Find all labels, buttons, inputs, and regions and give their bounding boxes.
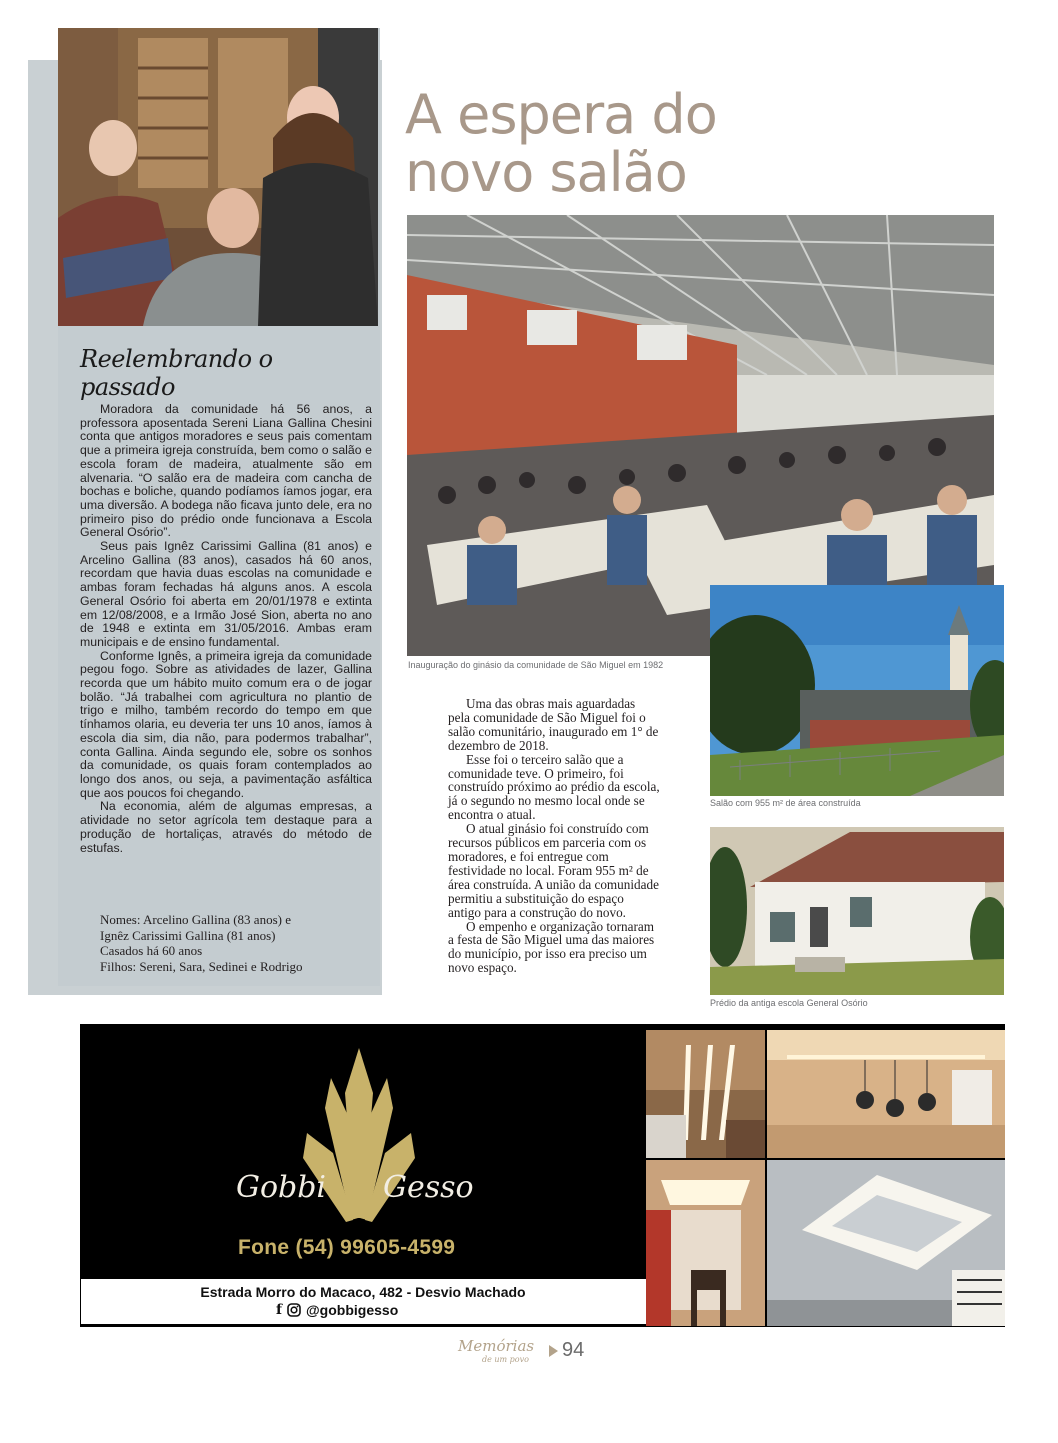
footer-arrow-icon xyxy=(549,1345,558,1357)
article-paragraph: Uma das obras mais aguardadas pela comunidade de São Miguel foi o salão comunitário, inaugurado em 1° de dezembro de 2018. xyxy=(448,696,659,753)
article-body xyxy=(448,697,660,975)
old-school-photo xyxy=(710,827,1004,995)
community-hall-photo xyxy=(710,585,1004,796)
hall-photo-caption: Salão com 955 m² de área construída xyxy=(710,798,861,808)
article-headline xyxy=(405,83,1005,204)
sidebar-paragraph: Conforme Ignês, a primeira igreja da comunidade pegou fogo. Sobre as atividades de lazer, Gallina recorda que um hábito muito comum era o de jogar bolão. “Já trabalhei com agricultura no plantio de trigo e milho, também recordo do tempo em que tínhamos olaria, eu deveria ter uns 10 anos, íamos à escola dia sim, dia não, para podermos trabalhar”, conta Gallina. Ainda segundo ele, sobre os sonhos da comunidade, os quais foram contemplados ao longo dos anos, ou seja, a pavimentação asfáltica que aos poucos foi chegando. xyxy=(80,648,372,800)
sidebar-paragraph: Moradora da comunidade há 56 anos, a professora aposentada Sereni Liana Gallina Chesini conta que antigos moradores e seus pais comentam que a primeira igreja construída, bem como o salão e escola foram de madeira, atualmente são em alvenaria. “O salão era de madeira com cancha de bochas e boliche, quando podíamos íamos jogar, era uma diversão. A bodega não ficava junto dele, era no primeiro piso do prédio onde funcionava a Escola General Osório”. xyxy=(80,402,372,540)
headline-line: A espera do xyxy=(405,83,717,146)
footer-logo-sub: de um povo xyxy=(482,1355,529,1364)
fact-line: Nomes: Arcelino Gallina (83 anos) e xyxy=(100,912,291,927)
sidebar-body xyxy=(80,403,372,855)
ad-brand-name-second: Gesso xyxy=(383,1170,474,1205)
article-paragraph: O atual ginásio foi construído com recursos públicos em parceria com os moradores, e foi entregue com festividade no local. Foram 955 m² de área construída. A união da comunidade permitiu a substituição do espaço antigo para a construção do novo. xyxy=(448,821,659,920)
sidebar-heading: Reelembrando o passado xyxy=(80,345,273,401)
ad-phone: Fone (54) 99605-4599 xyxy=(238,1236,456,1259)
article-paragraph: Esse foi o terceiro salão que a comunidade teve. O primeiro, foi construído próximo ao prédio da escola, já o segundo no mesmo local onde se encontra o atual. xyxy=(448,751,660,823)
article-paragraph: O empenho e organização tornaram a festa de São Miguel uma das maiores do município, por isso era preciso um novo espaço. xyxy=(448,918,655,976)
ad-social-handle: @gobbigesso xyxy=(306,1302,399,1318)
footer-logo: Memórias xyxy=(458,1337,535,1355)
page-number: 94 xyxy=(562,1339,585,1361)
headline-line: novo salão xyxy=(405,141,687,204)
school-photo-caption: Prédio da antiga escola General Osório xyxy=(710,998,868,1008)
main-photo-caption: Inauguração do ginásio da comunidade de São Miguel em 1982 xyxy=(408,660,664,670)
sidebar-paragraph: Seus pais Ignêz Carissimi Gallina (81 anos) e Arcelino Gallina (83 anos), casados há 60 anos, recordam que havia duas escolas na comunidade e ambas foram fechadas há alguns anos. A escola General Osório foi aberta em 20/01/1978 e extinta em 12/08/2008, e a Irmão José Sion, aberta no ano de 1948 e extinta em 31/05/2016. Ambas eram municipais e de ensino fundamental. xyxy=(80,539,372,649)
fact-line: Ignêz Carissimi Gallina (81 anos) xyxy=(100,927,276,943)
sidebar-paragraph: Na economia, além de algumas empresas, a atividade no setor agrícola tem destaque para a produção de hortaliças, através do método de estufas. xyxy=(80,799,372,855)
family-photo xyxy=(58,28,378,326)
ad-social xyxy=(276,1302,398,1318)
instagram-icon xyxy=(287,1303,301,1317)
ad-ceiling-photo-3 xyxy=(646,1160,765,1326)
facebook-icon: f xyxy=(276,1302,283,1318)
fact-line: Casados há 60 anos xyxy=(100,943,203,958)
fact-line: Filhos: Sereni, Sara, Sedinei e Rodrigo xyxy=(100,958,303,974)
ad-ceiling-photo-4 xyxy=(767,1160,1005,1326)
ad-brand-name-first: Gobbi xyxy=(236,1170,327,1205)
ad-ceiling-photo-2 xyxy=(767,1030,1005,1158)
family-facts xyxy=(100,912,370,974)
ad-address: Estrada Morro do Macaco, 482 - Desvio Machado xyxy=(200,1284,526,1300)
ad-ceiling-photo-1 xyxy=(646,1030,765,1158)
